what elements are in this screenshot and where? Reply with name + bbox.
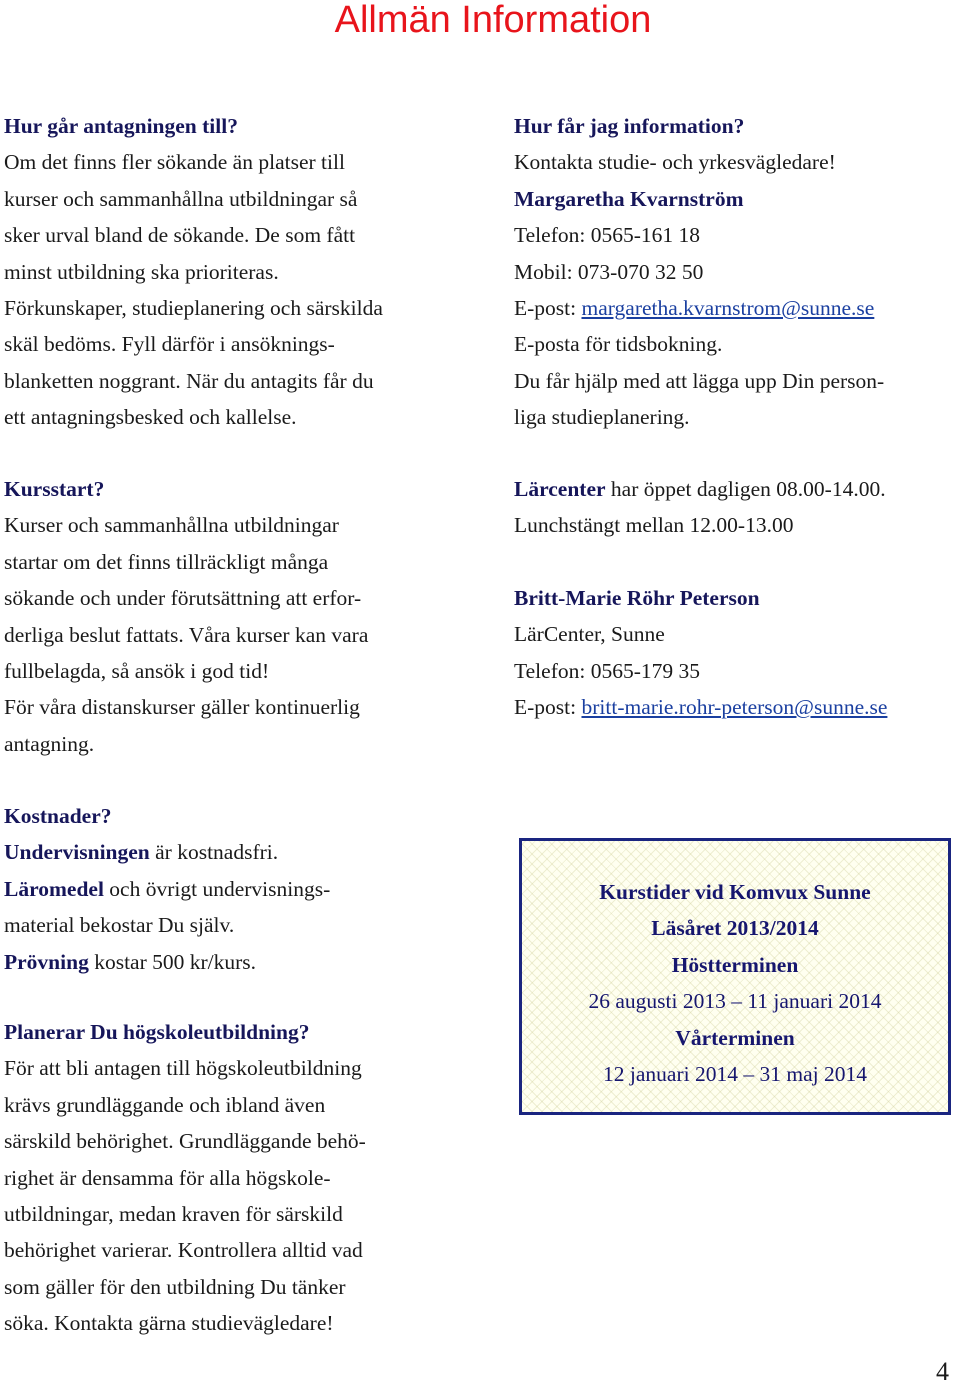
spring-label: Vårterminen (675, 1025, 795, 1050)
kursstart-line: antagning. (4, 731, 95, 756)
contact-name: Margaretha Kvarnström (514, 186, 744, 211)
undervisningen-label: Undervisningen (4, 840, 150, 865)
kostnader-heading: Kostnader? (4, 804, 112, 828)
course-dates-content (522, 874, 948, 1092)
autumn-label: Höstterminen (671, 952, 799, 977)
antagning-line: kurser och sammanhållna utbildningar så (4, 186, 358, 211)
contact2-org: LärCenter, Sunne (514, 622, 665, 647)
hogskola-line: behörighet varierar. Kontrollera alltid vad (4, 1238, 363, 1263)
page-number: 4 (936, 1357, 949, 1386)
kursstart-section (4, 471, 368, 762)
larcenter-section (514, 471, 886, 544)
antagning-line: ett antagningsbesked och kallelse. (4, 405, 297, 430)
course-dates-box (519, 838, 951, 1115)
box-year: Läsåret 2013/2014 (651, 916, 819, 941)
antagning-line: sker urval bland de sökande. De som fått (4, 223, 356, 248)
kostnader-line (4, 834, 330, 870)
contact-intro: Kontakta studie- och yrkesvägledare! (514, 150, 836, 175)
hogskola-line: För att bli antagen till högskoleutbildning (4, 1056, 362, 1081)
antagning-line: Förkunskaper, studieplanering och särskilda (4, 295, 383, 320)
email-link[interactable]: margaretha.kvarnstrom@sunne.se (581, 295, 875, 320)
hogskola-line: särskild behörighet. Grundläggande behö- (4, 1129, 366, 1154)
kostnader-line: material bekostar Du själv. (4, 913, 235, 938)
box-title: Kurstider vid Komvux Sunne (599, 880, 871, 904)
kursstart-line: derliga beslut fattats. Våra kurser kan vara (4, 622, 369, 647)
contact2-phone: Telefon: 0565-179 35 (514, 658, 700, 683)
antagning-section (4, 108, 383, 436)
antagning-line: blanketten noggrant. När du antagits får du (4, 368, 374, 393)
contact-email-row (514, 290, 884, 326)
kostnader-line (4, 944, 330, 980)
kostnader-section (4, 798, 330, 980)
contact-phone: Telefon: 0565-161 18 (514, 223, 700, 248)
antagning-line: minst utbildning ska prioriteras. (4, 259, 279, 284)
kursstart-line: startar om det finns tillräckligt många (4, 549, 329, 574)
antagning-line: Om det finns fler sökande än platser till (4, 150, 345, 175)
email-label: E-post: (514, 295, 582, 320)
kostnader-text: och övrigt undervisnings- (103, 876, 331, 901)
kursstart-line: För våra distanskurser gäller kontinuerlig (4, 695, 360, 720)
larcenter-hours-text: har öppet dagligen 08.00-14.00. (605, 477, 886, 501)
hogskola-heading: Planerar Du högskoleutbildning? (4, 1020, 310, 1044)
antagning-heading: Hur går antagningen till? (4, 114, 238, 138)
laromedel-label: Läromedel (4, 876, 104, 901)
hogskola-line: righet är densamma för alla högskole- (4, 1165, 331, 1190)
contact-mobile: Mobil: 073-070 32 50 (514, 259, 704, 284)
help-line: Du får hjälp med att lägga upp Din person- (514, 368, 885, 393)
autumn-dates: 26 augusti 2013 – 11 januari 2014 (588, 989, 882, 1014)
larcenter-lunch: Lunchstängt mellan 12.00-13.00 (514, 513, 794, 538)
help-line: liga studieplanering. (514, 405, 690, 430)
kursstart-line: sökande och under förutsättning att erfor- (4, 586, 362, 611)
email-label: E-post: (514, 695, 582, 720)
hogskola-line: som gäller för den utbildning Du tänker (4, 1274, 346, 1299)
hogskola-line: krävs grundläggande och ibland även (4, 1092, 326, 1117)
kursstart-line: fullbelagda, så ansök i god tid! (4, 658, 270, 683)
antagning-line: skäl bedöms. Fyll därför i ansöknings- (4, 332, 335, 357)
booking-text: E-posta för tidsbokning. (514, 332, 723, 357)
information-section (514, 108, 884, 436)
email-link[interactable]: britt-marie.rohr-peterson@sunne.se (581, 695, 888, 720)
kostnader-line (4, 871, 330, 907)
kursstart-line: Kurser och sammanhållna utbildningar (4, 513, 339, 538)
larcenter-label: Lärcenter (514, 477, 606, 501)
contact2-section (514, 580, 887, 726)
contact2-email-row (514, 689, 887, 725)
kostnader-text: är kostnadsfri. (149, 840, 279, 865)
hogskola-line: utbildningar, medan kraven för särskild (4, 1201, 343, 1226)
spring-dates: 12 januari 2014 – 31 maj 2014 (603, 1061, 867, 1086)
information-heading: Hur får jag information? (514, 114, 745, 138)
contact2-name: Britt-Marie Röhr Peterson (514, 586, 760, 610)
provning-label: Prövning (4, 949, 89, 974)
hogskola-section (4, 1014, 366, 1342)
kostnader-text: kostar 500 kr/kurs. (88, 949, 257, 974)
page-title: Allmän Information (334, 0, 652, 41)
larcenter-hours (514, 471, 886, 507)
hogskola-line: söka. Kontakta gärna studievägledare! (4, 1311, 334, 1336)
kursstart-heading: Kursstart? (4, 477, 105, 501)
